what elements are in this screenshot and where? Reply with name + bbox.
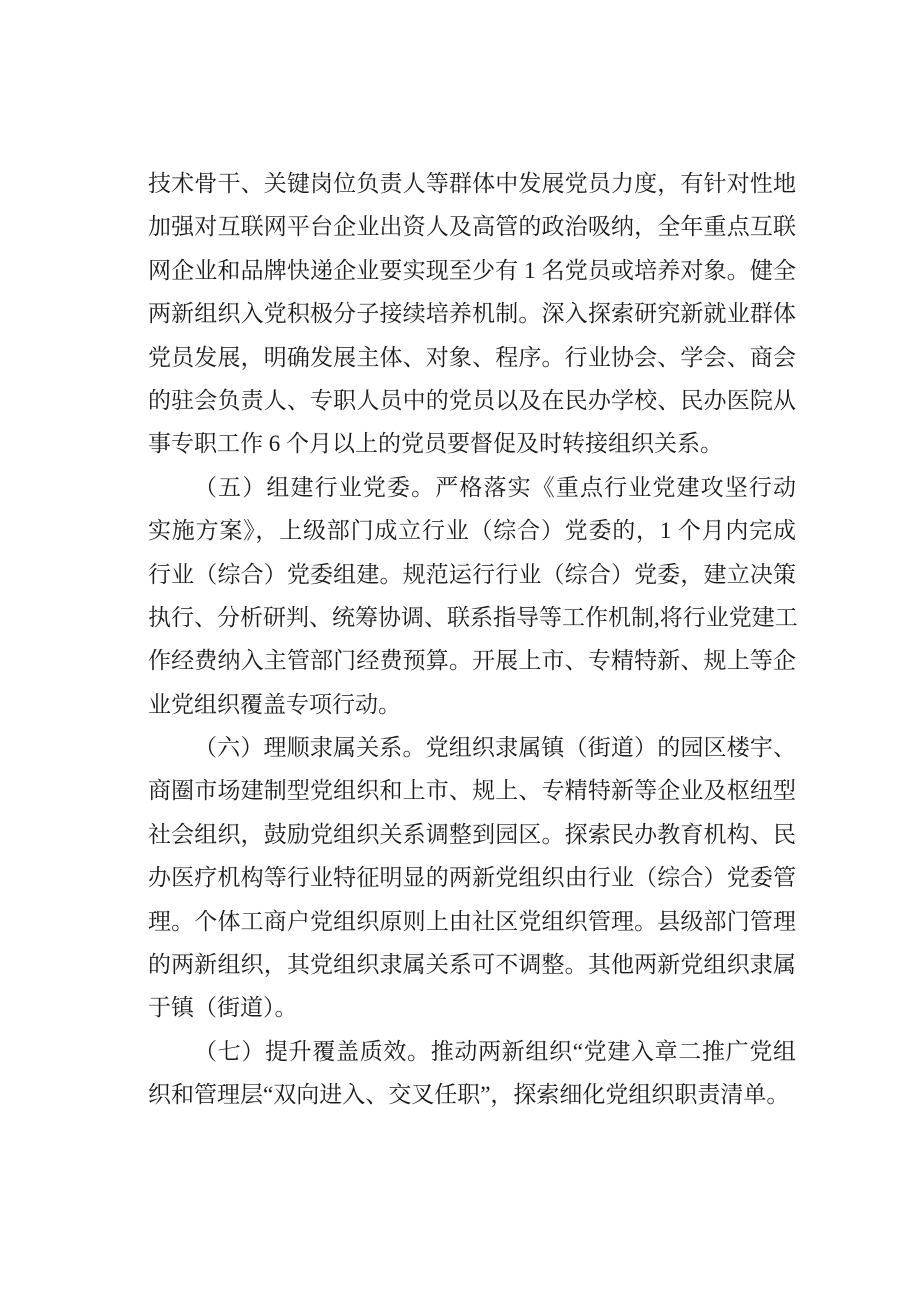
text-line: 社会组织，鼓励党组织关系调整到园区。探索民办教育机构、民 [148,821,796,847]
text-line: 两新组织入党积极分子接续培养机制。深入探索研究新就业群体 [148,301,796,327]
text-line: 商圈市场建制型党组织和上市、规上、专精特新等企业及枢纽型 [148,778,796,804]
text-line: 实施方案》，上级部门成立行业（综合）党委的，1 个月内完成 [148,518,796,544]
text-line: 作经费纳入主管部门经费预算。开展上市、专精特新、规上等企 [148,648,796,674]
text-line: 技术骨干、关键岗位负责人等群体中发展党员力度，有针对性地 [148,171,796,196]
text-line: （七）提升覆盖质效。推动两新组织“党建入章二推广党组 [194,1038,796,1064]
text-line: 党员发展，明确发展主体、对象、程序。行业协会、学会、商会 [148,344,796,370]
text-line: 网企业和品牌快递企业要实现至少有 1 名党员或培养对象。健全 [148,257,796,283]
text-line: 的两新组织，其党组织隶属关系可不调整。其他两新党组织隶属 [148,952,796,978]
text-line: 业党组织覆盖专项行动。 [148,691,401,717]
text-line: 执行、分析研判、统筹协调、联系指导等工作机制,将行业党建工 [148,604,798,630]
text-line: 加强对互联网平台企业出资人及高管的政治吸纳，全年重点互联 [148,214,796,240]
text-line: 行业（综合）党委组建。规范运行行业（综合）党委，建立决策 [148,561,796,587]
text-line: （五）组建行业党委。严格落实《重点行业党建攻坚行动 [194,474,796,500]
document-text-block [148,162,796,1117]
text-line: 理。个体工商户党组织原则上由社区党组织管理。县级部门管理 [148,908,796,934]
text-line: （六）理顺隶属关系。党组织隶属镇（街道）的园区楼宇、 [194,735,796,761]
text-line: 于镇（街道）。 [148,995,298,1021]
text-line: 织和管理层“双向进入、交叉任职”，探索细化党组织职责清单。 [148,1082,790,1108]
text-line: 事专职工作 6 个月以上的党员要督促及时转接组织关系。 [148,431,723,457]
text-line: 办医疗机构等行业特征明显的两新党组织由行业（综合）党委管 [148,865,796,891]
text-line: 的驻会负责人、专职人员中的党员以及在民办学校、民办医院从 [148,387,796,413]
